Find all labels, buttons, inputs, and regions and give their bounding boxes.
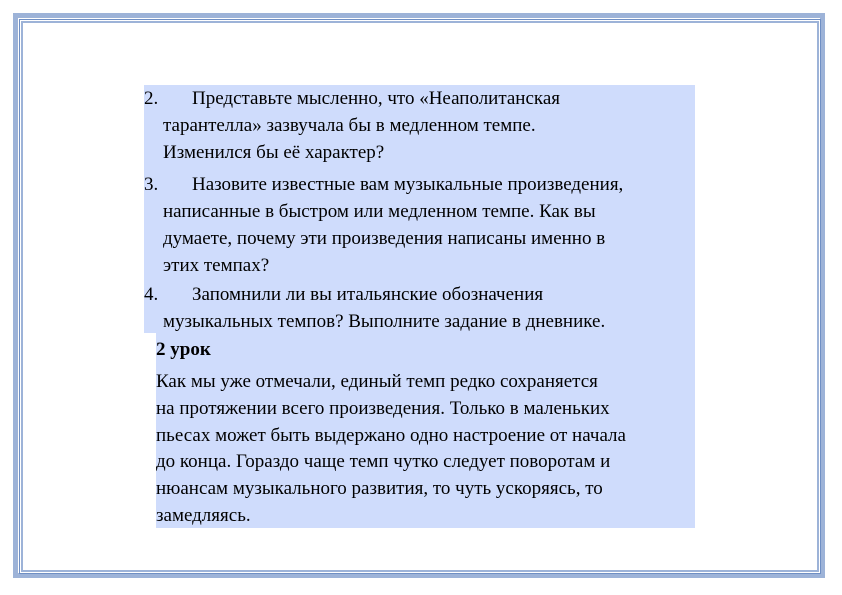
lesson-line: Как мы уже отмечали, единый темп редко сохраняется	[156, 371, 598, 392]
lesson-title: 2 урок	[156, 339, 211, 360]
list-item-line: Запомнили ли вы итальянские обозначения	[192, 284, 544, 305]
list-item-line: Представьте мысленно, что «Неаполитанская	[192, 88, 561, 109]
questions-list	[144, 85, 695, 333]
list-item-number: 4.	[144, 284, 159, 305]
list-item-line: думаете, почему эти произведения написаны именно в	[163, 228, 606, 249]
lesson-line: нюансам музыкального развития, то чуть ускоряясь, то	[156, 478, 603, 500]
lesson-line: пьесах может быть выдержано одно настроение от начала	[156, 424, 626, 446]
lesson-section	[156, 333, 695, 528]
lesson-line: на протяжении всего произведения. Только в маленьких	[156, 397, 610, 419]
list-item-number: 2.	[144, 88, 159, 109]
lesson-paragraph	[156, 369, 626, 530]
list-item-line: тарантелла» зазвучала бы в медленном темпе.	[163, 115, 536, 136]
list-item-line: Изменился бы её характер?	[163, 142, 385, 163]
list-item-line: этих темпах?	[163, 255, 270, 276]
list-item-line: написанные в быстром или медленном темпе. Как вы	[163, 201, 596, 222]
list-item-line: музыкальных темпов? Выполните задание в дневнике.	[163, 311, 606, 332]
list-item-line: Назовите известные вам музыкальные произведения,	[192, 174, 624, 195]
lesson-line: до конца. Гораздо чаще темп чутко следует поворотам и	[156, 451, 611, 473]
lesson-line: замедляясь.	[156, 504, 251, 526]
list-item-number: 3.	[144, 174, 159, 195]
